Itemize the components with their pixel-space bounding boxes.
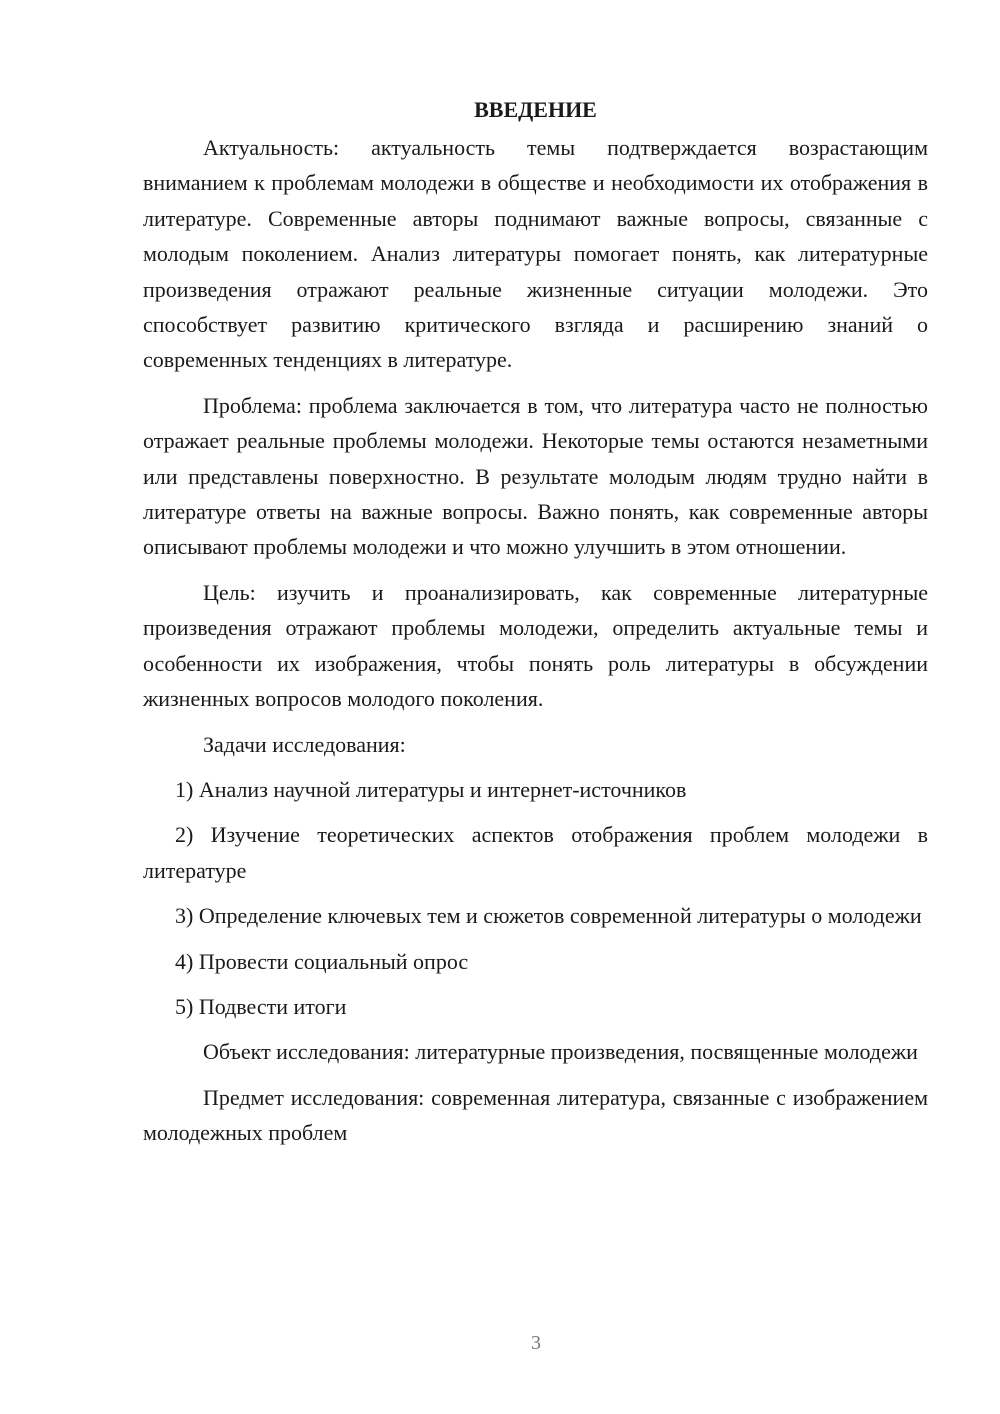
list-item: 5) Подвести итоги	[175, 993, 347, 1019]
paragraph-problem: Проблема: проблема заключается в том, что литература часто не полностью отражает реальные проблемы молодежи. Некоторые темы остаются незаметными или представлены поверхностно. В результате молодым людям трудно найти в литературе ответы на важные вопросы. Важно понять, как современные авторы описывают проблемы молодежи и что можно улучшить в этом отношении.	[143, 392, 928, 560]
paragraph-subject: Предмет исследования: современная литература, связанные с изображением молодежных проблем	[143, 1084, 928, 1146]
list-item: 2) Изучение теоретических аспектов отображения проблем молодежи в литературе	[143, 822, 928, 883]
document-page	[143, 92, 928, 1161]
paragraph-object: Объект исследования: литературные произведения, посвященные молодежи	[203, 1039, 918, 1065]
paragraph-goal: Цель: изучить и проанализировать, как современные литературные произведения отражают проблемы молодежи, определить актуальные темы и особенности их изображения, чтобы понять роль литературы в обсуждении жизненных вопросов молодого поколения.	[143, 579, 928, 712]
list-item: 1) Анализ научной литературы и интернет-источников	[175, 776, 687, 802]
list-item: 4) Провести социальный опрос	[175, 948, 469, 974]
list-item: 3) Определение ключевых тем и сюжетов современной литературы о молодежи	[175, 903, 922, 929]
page-number: 3	[531, 1332, 541, 1354]
paragraph-relevance: Актуальность: актуальность темы подтверждается возрастающим вниманием к проблемам молодежи в обществе и необходимости их отображения в литературе. Современные авторы поднимают важные вопросы, связанные с молодым поколением. Анализ литературы помогает понять, как литературные произведения отражают реальные жизненные ситуации молодежи. Это способствует развитию критического взгляда и расширению знаний о современных тенденциях в литературе.	[143, 135, 928, 373]
tasks-list	[143, 772, 928, 1024]
paragraph-tasks-intro: Задачи исследования:	[203, 731, 406, 757]
page-title: ВВЕДЕНИЕ	[474, 97, 597, 122]
